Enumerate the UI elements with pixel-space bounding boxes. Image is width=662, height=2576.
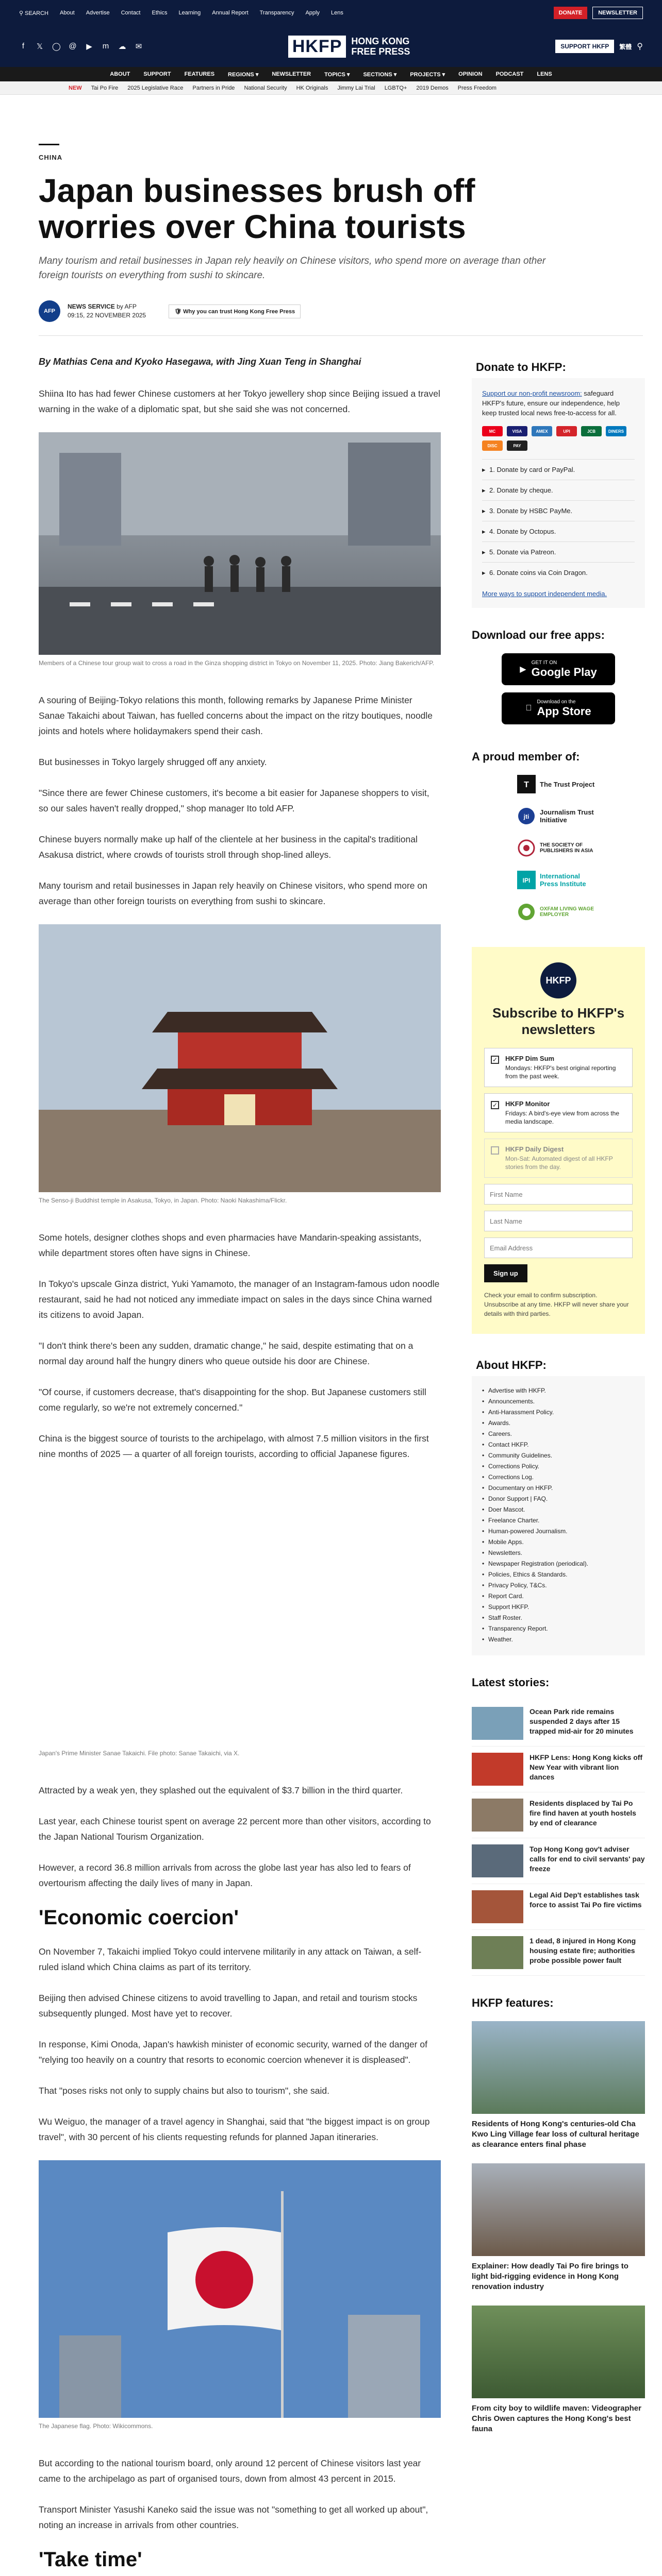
story-title[interactable]: Legal Aid Dep't establishes task force to assist Tai Po fire victims [529,1891,642,1909]
latest-story[interactable] [472,1701,645,1747]
story-title[interactable]: Top Hong Kong gov't adviser calls for end to civil servants' pay freeze [529,1845,645,1873]
google-play-icon: ▶ [520,665,526,674]
donate-widget [472,357,645,608]
paragraph: "Of course, if customers decrease, that's disappointing for the shop. But Japanese customers still come regularly, so we're not extremely concerned." [39,1387,426,1413]
threads-icon[interactable]: @ [69,42,77,50]
about-link[interactable]: • Announcements. [482,1396,635,1407]
facebook-icon[interactable]: f [22,42,25,50]
oxfam-icon [517,903,536,921]
utility-link[interactable]: Apply [305,10,320,16]
about-link[interactable]: • Newspaper Registration (periodical). [482,1558,635,1569]
trending-link[interactable]: Press Freedom [457,85,496,91]
latest-stories [472,1676,645,1976]
nav-item[interactable]: NEWSLETTER [272,71,311,77]
story-thumbnail [472,1844,523,1877]
about-link[interactable]: • Corrections Policy. [482,1461,635,1472]
visa-icon: VISA [507,426,527,436]
trust-project-icon [517,775,536,793]
trust-badge[interactable]: 🛡 Why you can trust Hong Kong Free Press [169,304,301,318]
newsletter-signup [472,947,645,1334]
feature-image [472,2306,645,2398]
temple-photo [39,924,441,1192]
svg-text:T: T [524,781,529,789]
more-support-link[interactable]: More ways to support independent media. [482,590,607,598]
about-link[interactable]: • Report Card. [482,1591,635,1602]
ipi-icon [517,871,536,889]
nav-item[interactable]: SECTIONS ▾ [363,71,397,78]
newsletter-option[interactable]: HKFP Daily Digest Mon-Sat: Automated digest of all HKFP stories from the day. [484,1139,633,1178]
latest-story[interactable] [472,1884,645,1930]
about-link[interactable]: • Freelance Charter. [482,1515,635,1526]
avatar: AFP [39,300,60,322]
feature-story[interactable] [472,2021,645,2150]
about-list [482,1385,635,1645]
member-logo[interactable]: jti Journalism Trust Initiative [517,807,600,825]
feature-image [472,2021,645,2114]
about-widget [472,1354,645,1655]
about-link[interactable]: • Doer Mascot. [482,1504,635,1515]
about-title: About HKFP: [472,1354,645,1376]
byline-org: NEWS SERVICE [68,303,115,310]
category-rule [39,144,59,145]
photo-caption: Japan's Prime Minister Sanae Takaichi. File photo: Sanae Takaichi, via X. [39,1750,240,1757]
apple-icon [525,704,532,713]
about-link[interactable]: • Weather. [482,1634,635,1645]
about-link[interactable]: • Staff Roster. [482,1613,635,1623]
story-thumbnail [472,1799,523,1832]
paragraph: "I don't think there's been any sudden, dramatic change," he said, despite estimating that on a normal day around half the hungry diners who queue outside his door are Chinese. [39,1341,413,1366]
section-heading: 'Economic coercion' [39,1906,239,1929]
trending-link[interactable]: LGBTQ+ [384,85,407,91]
diners-icon: DINERS [606,426,626,436]
sopa-icon [517,839,536,857]
paragraph: Some hotels, designer clothes shops and even pharmacies have Mandarin-speaking assistants, while department stores often have signs in Chinese. [39,1232,422,1258]
first-name-field[interactable] [484,1184,633,1205]
newsletter-option[interactable]: ✓ HKFP Dim Sum Mondays: HKFP's best original reporting from the past week. [484,1048,633,1087]
paragraph: However, a record 36.8 million arrivals from across the globe last year has also led to fears of overtourism affecting the daily lives of many in Japan. [39,1862,411,1888]
about-link[interactable]: • Careers. [482,1429,635,1439]
logo-wordmark: HONG KONG FREE PRESS [351,36,410,57]
trending-link[interactable]: Jimmy Lai Trial [337,85,375,91]
checkbox-icon[interactable] [491,1146,499,1155]
paragraph: A souring of Beijing-Tokyo relations this month, following remarks by Japanese Prime Minister Sanae Takaichi about Taiwan, has fuelled concerns about the impact on the ritzy boutiques, noodle joints and hotels where holidaymakers spend their cash. [39,695,433,736]
donate-option[interactable]: ▸ 2. Donate by cheque. [482,480,635,500]
about-link[interactable]: • Mobile Apps. [482,1537,635,1548]
nav-item[interactable]: ABOUT [110,71,130,77]
last-name-field[interactable] [484,1211,633,1231]
story-title[interactable]: HKFP Lens: Hong Kong kicks off New Year with vibrant lion dances [529,1753,643,1781]
search-label: SEARCH [25,10,48,16]
member-logo[interactable]: OXFAM LIVING WAGE EMPLOYER [517,903,600,921]
paragraph: On November 7, Takaichi implied Tokyo could intervene militarily in any attack on Taiwan, a self-ruled island which China claims as part of its territory. [39,1946,422,1972]
street-photo [39,432,441,655]
language-switch[interactable]: 繁體 [619,43,632,50]
paragraph: Last year, each Chinese tourist spent on average 22 percent more than other visitors, according to the Japan National Tourism Organization. [39,1816,431,1842]
sidebar [472,357,645,2576]
about-link[interactable]: • Support HKFP. [482,1602,635,1613]
donate-note-link[interactable]: Support our non-profit newsroom: [482,389,582,397]
byline-author[interactable]: by AFP [117,303,137,310]
story-thumbnail [472,1890,523,1923]
logo-mark: HKFP [288,36,346,58]
paragraph: Beijing then advised Chinese citizens to avoid travelling to Japan, and retail and tourism stocks subsequently plunged. Most have yet to recover. [39,1993,418,2019]
flag-photo [39,2160,441,2418]
jti-icon [517,807,536,825]
paragraph: "Since there are fewer Chinese customers, it's become a bit easier for Japanese shoppers to visit, so our sales haven't really dropped," shop manager Ito told AFP. [39,788,429,814]
paragraph: In response, Kimi Onoda, Japan's hawkish minister of economic security, warned of the danger of "relying too heavily on a country that resorts to economic coercion whenever it is displeased". [39,2039,427,2065]
photo-caption: The Senso-ji Buddhist temple in Asakusa, Tokyo, in Japan. Photo: Naoki Nakashima/Flickr. [39,1197,287,1204]
article-body [39,357,441,2576]
instagram-icon[interactable]: ◯ [52,42,61,51]
member-logo[interactable]: IPI International Press Institute [517,871,600,889]
latest-story[interactable] [472,1792,645,1838]
email-icon[interactable]: ✉ [135,42,142,51]
member-logo[interactable]: T The Trust Project [517,775,600,793]
app-buttons [472,653,645,724]
paragraph: Many tourism and retail businesses in Japan rely heavily on Chinese visitors, who spend more on average than other foreign tourists on everything from sushi to skincare. [39,880,427,906]
utility-bar [0,0,662,26]
about-link[interactable]: • Contact HKFP. [482,1439,635,1450]
article-category[interactable]: CHINA [39,154,63,161]
paragraph: That "poses risks not only to supply chains but also to tourism", she said. [39,2086,329,2096]
about-link[interactable]: • Advertise with HKFP. [482,1385,635,1396]
app-store-button[interactable]: Download on the App Store [502,692,615,724]
story-thumbnail [472,1936,523,1969]
about-link[interactable]: • Anti-Harassment Policy. [482,1407,635,1418]
new-badge: NEW [69,85,82,91]
trending-link[interactable]: HK Originals [296,85,328,91]
paragraph: Wu Weiguo, the manager of a travel agency in Shanghai, said that "the biggest impact is on group travel", with 30 percent of his clients requesting refunds for planned Japan itineraries. [39,2116,430,2142]
trending-link[interactable]: 2025 Legislative Race [127,85,184,91]
story-title[interactable]: Ocean Park ride remains suspended 2 days after 15 trapped mid-air for 20 minutes [529,1707,634,1735]
site-logo[interactable] [288,36,410,58]
discover-icon: DISC [482,440,503,451]
feature-title[interactable]: Residents of Hong Kong's centuries-old Cha Kwo Ling Village fear loss of cultural heritage as clearance enters final phase [472,2120,639,2149]
latest-story[interactable] [472,1747,645,1792]
donate-button[interactable]: DONATE [554,7,588,19]
article-authors: By Mathias Cena and Kyoko Hasegawa, with Jing Xuan Teng in Shanghai [39,357,361,367]
donate-option[interactable]: ▸ 3. Donate by HSBC PayMe. [482,500,635,521]
article-photo [39,1477,441,1745]
utility-link[interactable]: Advertise [86,10,110,16]
nav-item[interactable]: SUPPORT [143,71,171,77]
svg-text:jti: jti [523,813,529,820]
features-title: HKFP features: [472,1996,554,2009]
article-title: Japan businesses brush off worries over China tourists [39,172,475,245]
trending-link[interactable]: National Security [244,85,287,91]
donate-title: Donate to HKFP: [472,357,645,378]
about-link[interactable]: • Newsletters. [482,1548,635,1558]
member-logo[interactable]: THE SOCIETY OF PUBLISHERS IN ASIA [517,839,600,857]
mastercard-icon: MC [482,426,503,436]
hkfp-badge-icon: HKFP [540,962,576,998]
paragraph: Attracted by a weak yen, they splashed out the equivalent of $3.7 billion in the third quarter. [39,1785,403,1795]
pay-icon: PAY [507,440,527,451]
about-link[interactable]: • Transparency Report. [482,1623,635,1634]
about-link[interactable]: • Donor Support | FAQ. [482,1494,635,1504]
about-link[interactable]: • Human-powered Journalism. [482,1526,635,1537]
newsletter-note: Check your email to confirm subscription. Unsubscribe at any time. HKFP will never share your details with third parties. [484,1292,629,1317]
trending-link[interactable]: 2019 Demos [416,85,449,91]
byline-meta [68,302,146,320]
about-link[interactable]: • Policies, Ethics & Standards. [482,1569,635,1580]
about-link[interactable]: • Corrections Log. [482,1472,635,1483]
utility-link[interactable]: Ethics [152,10,168,16]
member-logos [472,775,645,921]
feature-image [472,2163,645,2256]
youtube-icon[interactable]: ▶ [86,42,92,51]
nav-item[interactable]: TOPICS ▾ [324,71,350,78]
sign-up-button[interactable]: Sign up [484,1264,527,1282]
photo-caption: Members of a Chinese tour group wait to cross a road in the Ginza shopping district in Tokyo on November 11, 2025. Photo: Jiang Bakerich/AFP. [39,659,435,667]
paragraph: Shiina Ito has had fewer Chinese customers at her Tokyo jewellery shop since Beijing issued a travel warning in the wake of a diplomatic spat, but she said she was not concerned. [39,388,440,414]
amex-icon: AMEX [532,426,552,436]
features [472,1996,645,2434]
social-links [19,42,143,51]
newsletter-option[interactable]: ✓ HKFP Monitor Fridays: A bird's-eye view from across the media landscape. [484,1093,633,1132]
support-hkfp-button[interactable]: SUPPORT HKFP [555,40,614,53]
latest-story[interactable] [472,1838,645,1884]
paragraph: In Tokyo's upscale Ginza district, Yuki Yamamoto, the manager of an Instagram-famous udon noodle restaurant, said he had not noticed any immediate impact on sales in the days since China warned its citizens to avoid Japan. [39,1279,440,1320]
email-field[interactable] [484,1238,633,1258]
paragraph: But according to the national tourism board, only around 12 percent of Chinese visitors last year came to the archipelago as part of organised tours, down from almost 43 percent in 2015. [39,2458,421,2484]
feature-title[interactable]: Explainer: How deadly Tai Po fire brings to light bid-rigging evidence in Hong Kong renovation industry [472,2262,628,2291]
article-photo [39,2160,441,2418]
about-link[interactable]: • Documentary on HKFP. [482,1483,635,1494]
article-photo [39,432,441,655]
donate-option[interactable]: ▸ 6. Donate coins via Coin Dragon. [482,562,635,583]
nav-item[interactable]: REGIONS ▾ [228,71,259,78]
latest-title: Latest stories: [472,1676,550,1689]
paragraph: China is the biggest source of tourists to the archipelago, with almost 7.5 million visitors in the first nine months of 2025 — a quarter of all foreign tourists, according to official Japanese figures. [39,1433,429,1459]
newsletter-title: Subscribe to HKFP's newsletters [492,1005,625,1037]
svg-text:IPI: IPI [522,877,531,884]
paragraph: But businesses in Tokyo largely shrugged off any anxiety. [39,757,267,767]
utility-link[interactable]: Annual Report [212,10,249,16]
donate-option[interactable]: ▸ 1. Donate by card or PayPal. [482,459,635,480]
mastodon-icon[interactable]: m [102,42,109,50]
trending-link[interactable]: Tai Po Fire [91,85,119,91]
donate-note: Support our non-profit newsroom: safeguard HKFP's future, ensure our independence, help keep trusted local news free-to-access for all. [482,389,620,417]
nav-item[interactable]: FEATURES [184,71,215,77]
main-nav [0,67,662,81]
apps-title: Download our free apps: [472,629,605,641]
members-title: A proud member of: [472,750,580,763]
article-photo [39,924,441,1192]
masthead [0,26,662,67]
utility-link[interactable]: Transparency [259,10,294,16]
story-title[interactable]: 1 dead, 8 injured in Hong Kong housing estate fire; authorities probe possible power fault [529,1937,636,1964]
publish-date: 09:15, 22 NOVEMBER 2025 [68,312,146,319]
bluesky-icon[interactable]: ☁ [118,42,126,51]
paragraph: Transport Minister Yasushi Kaneko said the issue was not "something to get all worked up about", noting an increase in arrivals from other countries. [39,2504,428,2530]
story-title[interactable]: Residents displaced by Tai Po fire find haven at youth hostels by end of clearance [529,1799,636,1827]
nav-item[interactable]: PROJECTS ▾ [410,71,445,78]
nav-item[interactable]: PODCAST [495,71,524,77]
google-play-button[interactable]: ▶ GET IT ON Google Play [502,653,615,685]
newsletter-button[interactable]: NEWSLETTER [592,7,643,19]
search-icon[interactable]: ⚲ [637,42,643,51]
photo-caption: The Japanese flag. Photo: Wikicommons. [39,2422,153,2430]
nav-item[interactable]: OPINION [458,71,483,77]
utility-link[interactable]: Learning [178,10,201,16]
checkbox-checked-icon[interactable]: ✓ [491,1101,499,1109]
about-link[interactable]: • Awards. [482,1418,635,1429]
article-standfirst: Many tourism and retail businesses in Japan rely heavily on Chinese visitors, who spend more on average than other foreign tourists on everything from sushi to skincare. [39,256,546,281]
trending-link[interactable]: Partners in Pride [192,85,235,91]
article-header [19,95,643,336]
feature-story[interactable] [472,2306,645,2434]
story-thumbnail [472,1707,523,1740]
paragraph: Chinese buyers normally make up half of the clientele at her business in the capital's traditional Asakusa district, where crowds of tourists stroll through shop-lined alleys. [39,834,418,860]
checkbox-checked-icon[interactable]: ✓ [491,1056,499,1064]
nav-item[interactable]: LENS [537,71,552,77]
donate-option[interactable]: ▸ 5. Donate via Patreon. [482,541,635,562]
story-thumbnail [472,1753,523,1786]
jcb-icon: JCB [581,426,602,436]
feature-title[interactable]: From city boy to wildlife maven: Videographer Chris Owen captures the Hong Kong's best fauna [472,2404,641,2433]
x-icon[interactable]: 𝕏 [36,42,43,51]
donate-option[interactable]: ▸ 4. Donate by Octopus. [482,521,635,541]
unionpay-icon: UPI [556,426,577,436]
trending-bar [0,81,662,95]
utility-link[interactable]: Lens [331,10,343,16]
utility-link[interactable]: Contact [121,10,141,16]
search-link[interactable]: ⚲ SEARCH [19,10,48,16]
byline [39,300,643,322]
about-link[interactable]: • Community Guidelines. [482,1450,635,1461]
section-heading: 'Take time' [39,2548,142,2571]
payment-cards [482,426,635,451]
utility-link[interactable]: About [59,10,75,16]
about-link[interactable]: • Privacy Policy, T&Cs. [482,1580,635,1591]
feature-story[interactable] [472,2163,645,2292]
latest-story[interactable] [472,1930,645,1976]
